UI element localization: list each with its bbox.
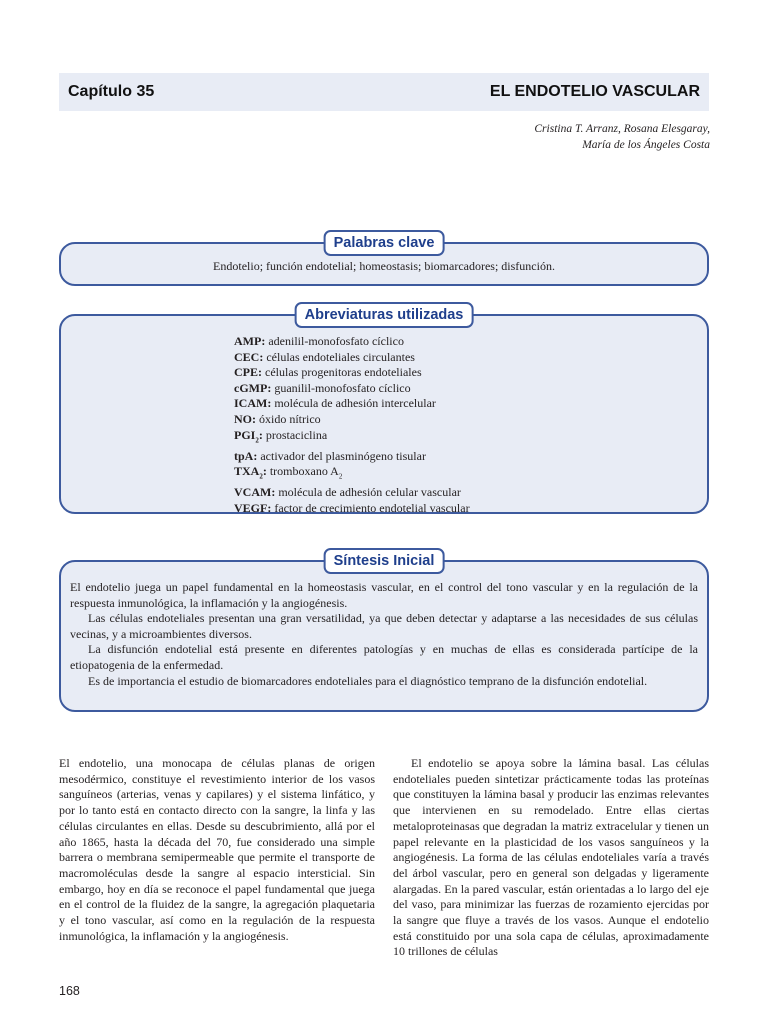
abbreviation-term: ICAM: bbox=[234, 396, 272, 411]
abbreviation-definition: células progenitoras endoteliales bbox=[262, 365, 422, 380]
abbreviation-definition: células endoteliales circulantes bbox=[263, 349, 415, 364]
abbreviation-item bbox=[234, 381, 470, 397]
abbreviation-term: CEC: bbox=[234, 349, 264, 364]
synthesis-paragraph: La disfunción endotelial está presente en diferentes patologías y en muchas de ellas es considerada partícipe de la etiopatogenia de la enfermedad. bbox=[70, 642, 698, 672]
keywords-text: Endotelio; función endotelial; homeostasis; biomarcadores; disfunción. bbox=[213, 259, 555, 273]
abbreviation-definition: óxido nítrico bbox=[256, 411, 321, 426]
abbreviations-box bbox=[59, 307, 709, 515]
abbreviations-list bbox=[234, 334, 470, 516]
abbreviation-definition: prostaciclina bbox=[262, 427, 328, 442]
chapter-label: Capítulo 35 bbox=[68, 83, 155, 100]
abbreviation-definition: activador del plasminógeno tisular bbox=[257, 448, 426, 463]
body-column-left bbox=[59, 756, 375, 944]
synthesis-paragraph: Es de importancia el estudio de biomarcadores endoteliales para el diagnóstico temprano de la disfunción endotelial. bbox=[88, 673, 648, 688]
abbreviation-item bbox=[234, 428, 470, 449]
abbreviations-heading: Abreviaturas utilizadas bbox=[295, 302, 474, 328]
synthesis-paragraph: El endotelio juega un papel fundamental en la homeostasis vascular, en el control del tono vascular y en la regulación de la respuesta inmunológica, la inflamación y la angiogénesis. bbox=[70, 580, 698, 610]
abbreviation-definition: molécula de adhesión celular vascular bbox=[275, 485, 461, 500]
abbreviation-term: cGMP: bbox=[234, 380, 272, 395]
synthesis-paragraph: Las células endoteliales presentan una gran versatilidad, ya que deben detectar y adaptarse a las necesidades de sus células vecinas, y a microambientes diversos. bbox=[70, 611, 698, 641]
abbreviation-term: $TXA_2$: bbox=[234, 464, 267, 481]
body-column-right bbox=[393, 756, 709, 960]
abbreviation-definition: factor de crecimiento endotelial vascular bbox=[271, 500, 470, 515]
abbreviation-term: CPE: bbox=[234, 365, 262, 380]
abbreviation-item bbox=[234, 464, 470, 485]
authors bbox=[534, 121, 710, 153]
abbreviation-definition: tromboxano $A_2$ bbox=[266, 464, 343, 481]
abbreviation-item bbox=[234, 412, 470, 428]
synthesis-box bbox=[59, 553, 709, 712]
keywords-box bbox=[59, 235, 709, 286]
abbreviation-item bbox=[234, 396, 470, 412]
abbreviation-term: $PGI_2$: bbox=[234, 427, 263, 444]
abbreviation-item bbox=[234, 365, 470, 381]
abbreviation-item bbox=[234, 449, 470, 465]
page-number: 168 bbox=[59, 984, 80, 998]
abbreviation-definition: adenilil-monofosfato cíclico bbox=[265, 334, 404, 348]
abbreviation-item bbox=[234, 334, 470, 350]
keywords-heading: Palabras clave bbox=[324, 230, 445, 256]
abbreviation-item bbox=[234, 485, 470, 501]
abbreviation-term: NO: bbox=[234, 411, 256, 426]
abbreviation-term: VCAM: bbox=[234, 485, 276, 500]
abbreviation-definition: guanilil-monofosfato cíclico bbox=[271, 380, 411, 395]
abbreviation-item bbox=[234, 501, 470, 517]
chapter-title: EL ENDOTELIO VASCULAR bbox=[489, 83, 700, 100]
body-paragraph: El endotelio, una monocapa de células planas de origen mesodérmico, constituye el revestimiento interior de los vasos sanguíneos (arterias, venas y capilares) y el sistema linfático, y por lo tanto está en contacto directo con la sangre, la linfa y las células circulantes en ellas. Desde su descubrimiento, allá por el año 1865, hasta la década del 70, fue considerado una simple barrera o membrana semipermeable que permite el transporte de macromoléculas desde la sangre al espacio intersticial. Sin embargo, hoy en día se reconoce el papel fundamental que juega en el control de la fluidez de la sangre, la agregación plaquetaria y el tono vascular, así como en la regulación de la respuesta inmunológica, la inflamación y la angiogénesis. bbox=[59, 756, 375, 943]
abbreviation-item bbox=[234, 350, 470, 366]
synthesis-body bbox=[70, 580, 698, 689]
abbreviation-term: VEGF: bbox=[234, 500, 272, 515]
synthesis-heading: Síntesis Inicial bbox=[324, 548, 445, 574]
abbreviation-term: AMP: bbox=[234, 334, 266, 348]
abbreviation-definition: molécula de adhesión intercelular bbox=[271, 396, 436, 411]
authors-line-2: María de los Ángeles Costa bbox=[582, 139, 710, 151]
abbreviation-term: tpA: bbox=[234, 448, 258, 463]
chapter-header bbox=[59, 73, 709, 111]
authors-line-1: Cristina T. Arranz, Rosana Elesgaray, bbox=[534, 123, 710, 135]
body-paragraph: El endotelio se apoya sobre la lámina basal. Las células endoteliales pueden sintetizar prácticamente todas las proteínas que constituyen la lámina basal y producir las enzimas relevantes que intervienen en su remodelado. Entre ellas ciertas metaloproteinasas que degradan la matriz extracelular y tienen un papel relevante en la plasticidad de los vasos sanguíneos y la angiogénesis. La forma de las células endoteliales varía a través del árbol vascular, pero en general son delgadas y ligeramente alargadas. En la pared vascular, están orientadas a lo largo del eje del vaso, para minimizar las fuerzas de rozamiento ejercidas por la sangre que fluye a través de los vasos. Aunque el endotelio está constituido por una sola capa de células, aproximadamente 10 trillones de células bbox=[393, 756, 709, 959]
